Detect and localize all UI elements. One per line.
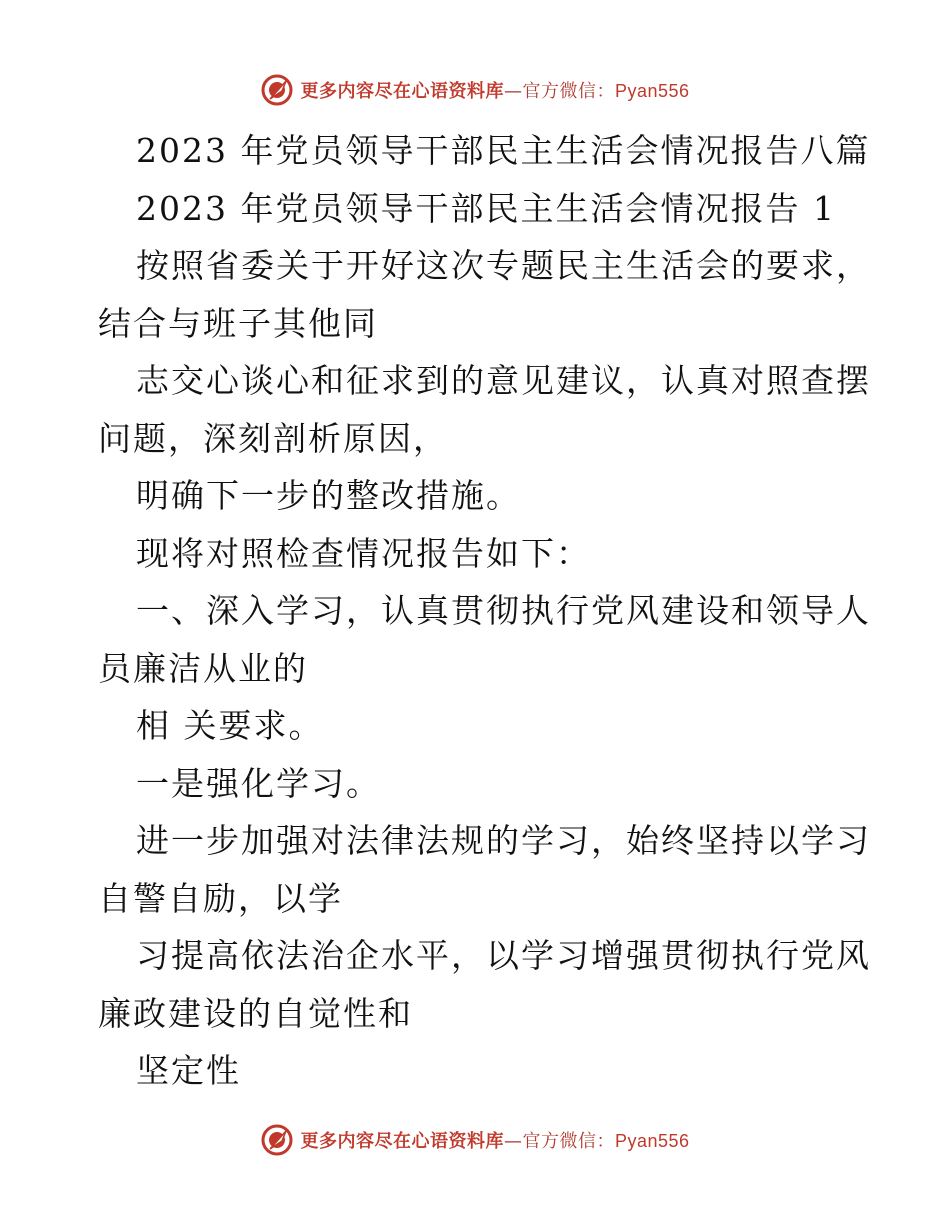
quill-logo-icon: [260, 73, 294, 107]
header-watermark: [0, 70, 950, 110]
document-body: [98, 122, 871, 1100]
paragraph-line: 员廉洁从业的: [98, 648, 308, 688]
paragraph-line: 进一步加强对法律法规的学习，始终坚持以学习: [136, 821, 871, 860]
paragraph-line: 坚定性: [136, 1051, 241, 1090]
footer-watermark: [0, 1120, 950, 1160]
paragraph-line: 习提高依法治企水平，以学习增强贯彻执行党风: [136, 936, 871, 975]
paragraph-line: 一、深入学习，认真贯彻执行党风建设和领导人: [136, 591, 871, 630]
paragraph-line: 自警自励，以学: [98, 878, 343, 918]
paragraph-line: 问题，深刻剖析原因，: [98, 418, 448, 458]
watermark-text: 更多内容尽在心语资料库—官方微信：Pyan556: [300, 81, 690, 102]
paragraph-line: 2023 年党员领导干部民主生活会情况报告 1: [136, 188, 836, 228]
paragraph-line: 结合与班子其他同: [98, 303, 378, 343]
paragraph-line: 一是强化学习。: [136, 763, 381, 803]
paragraph-line: 现将对照检查情况报告如下：: [136, 533, 591, 573]
watermark-text: 更多内容尽在心语资料库—官方微信：Pyan556: [300, 1131, 690, 1152]
paragraph-line: 廉政建设的自觉性和: [98, 993, 413, 1033]
paragraph-line: 2023 年党员领导干部民主生活会情况报告八篇: [136, 131, 871, 170]
paragraph-line: 志交心谈心和征求到的意见建议，认真对照查摆: [136, 361, 871, 400]
quill-logo-icon: [260, 1123, 294, 1157]
paragraph-line: 相 关要求。: [136, 706, 324, 745]
paragraph-line: 明确下一步的整改措施。: [136, 476, 521, 515]
paragraph-line: 按照省委关于开好这次专题民主生活会的要求，: [136, 246, 871, 285]
